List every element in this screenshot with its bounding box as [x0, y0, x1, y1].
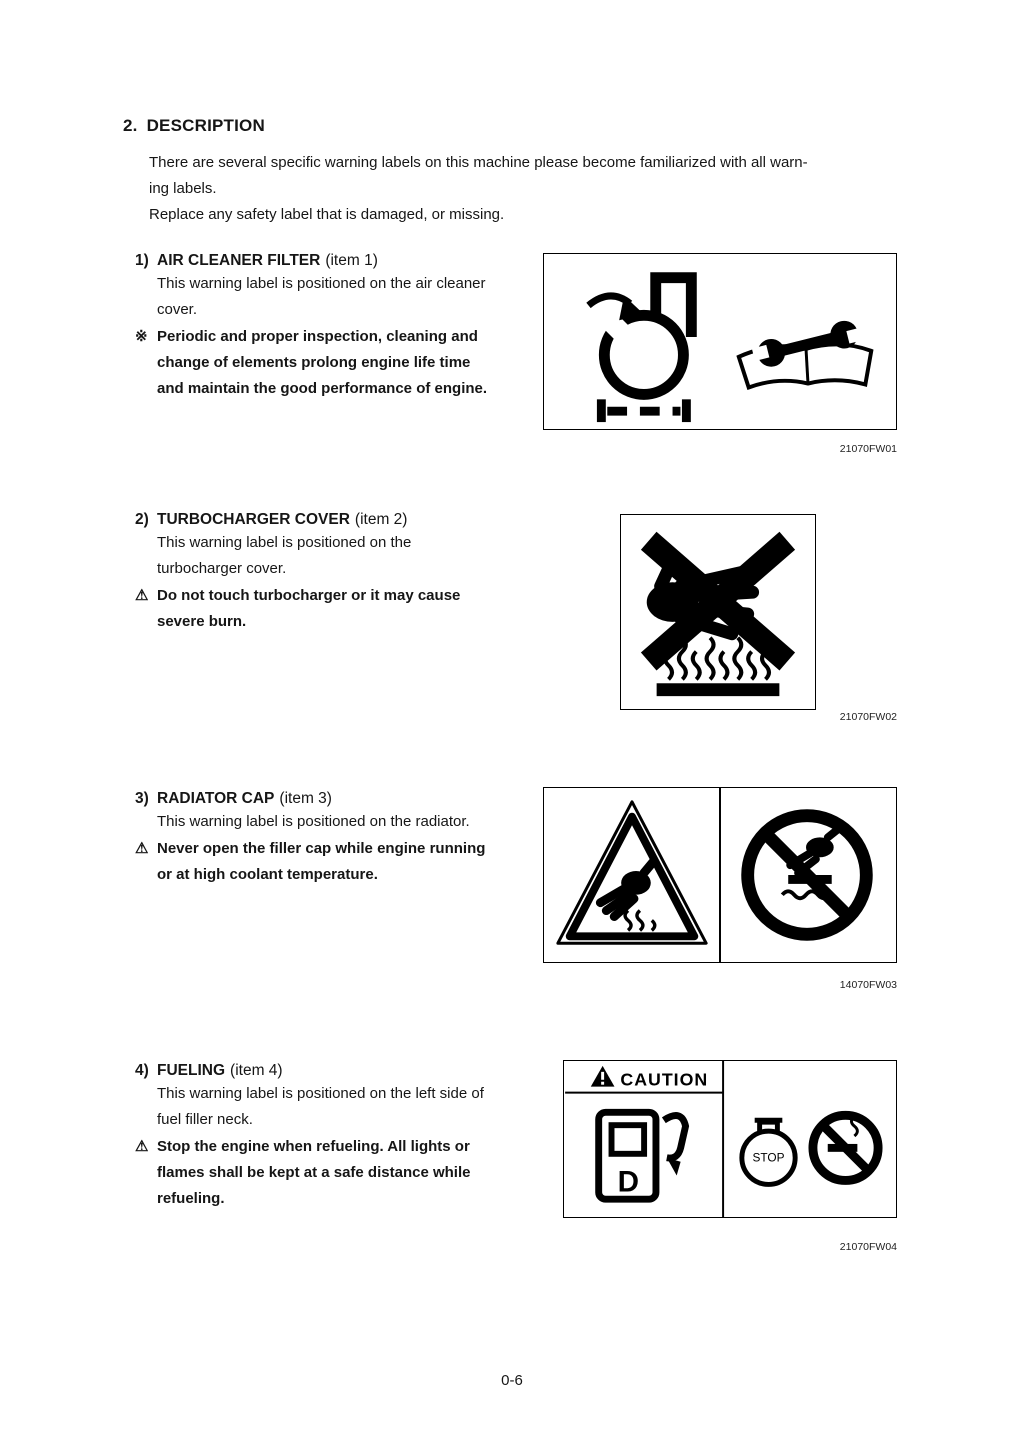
section-title [135, 1062, 515, 1080]
section-number: 1) [135, 252, 149, 269]
section-item-ref: (item 1) [325, 252, 378, 269]
air-cleaner-figure-svg [544, 254, 896, 429]
fuel-pump-icon [599, 1112, 686, 1199]
section-name: TURBOCHARGER COVER [157, 511, 350, 528]
section-number: 2) [135, 511, 149, 528]
figure-code: 21070FW01 [839, 443, 897, 455]
figure-code: 14070FW03 [839, 979, 897, 991]
page-number: 0-6 [501, 1372, 523, 1389]
figure-air-cleaner [543, 253, 897, 430]
figure-turbocharger [620, 514, 816, 710]
figure-code: 21070FW02 [839, 711, 897, 723]
heading-number: 2. [123, 116, 138, 135]
intro-line: ing labels. [149, 180, 217, 197]
warning-note [135, 1134, 515, 1212]
figure-fueling [563, 1060, 897, 1218]
section-number: 4) [135, 1062, 149, 1079]
section-name: FUELING [157, 1062, 226, 1079]
figure-radiator [543, 787, 897, 963]
section-name: AIR CLEANER FILTER [157, 252, 321, 269]
figure-code: 21070FW04 [839, 1241, 897, 1253]
stop-text: STOP [752, 1150, 785, 1165]
radiator-figure-svg [544, 788, 896, 962]
section-title [135, 252, 515, 270]
section-air-cleaner-filter [135, 252, 515, 402]
turbocharger-figure-svg [621, 515, 815, 709]
section-turbocharger-cover [135, 511, 515, 635]
book-wrench-icon [739, 317, 871, 388]
pump-letter: D [617, 1165, 639, 1199]
note-text: Periodic and proper inspection, cleaning and change of elements prolong engine life time and maintain the good performance of engine. [157, 328, 488, 397]
note-text: Do not touch turbocharger or it may cause severe burn. [157, 587, 461, 630]
no-open-cap-icon [748, 816, 867, 935]
warning-triangle-icon: ⚠ [135, 1138, 149, 1155]
air-cleaner-icon [589, 278, 692, 422]
section-fueling [135, 1062, 515, 1212]
section-body: This warning label is positioned on the turbocharger cover. [157, 534, 412, 577]
hot-steam-warning-triangle-icon [558, 802, 706, 943]
intro-paragraph [149, 150, 808, 228]
heading-text: DESCRIPTION [146, 116, 265, 135]
warning-note [135, 324, 515, 402]
page-title [123, 116, 265, 136]
no-smoking-icon [813, 1115, 878, 1180]
section-body: This warning label is positioned on the left side of fuel filler neck. [157, 1085, 484, 1128]
intro-line: There are several specific warning labels on this machine please become familiarized with all warn- [149, 154, 808, 171]
section-item-ref: (item 3) [279, 790, 332, 807]
fueling-figure-svg [564, 1061, 896, 1217]
caution-text: CAUTION [620, 1069, 709, 1090]
section-radiator-cap [135, 790, 515, 888]
section-item-ref: (item 4) [230, 1062, 283, 1079]
section-number: 3) [135, 790, 149, 807]
section-title [135, 511, 515, 529]
stop-flask-icon [742, 1120, 795, 1184]
note-marker-icon: ※ [135, 328, 148, 345]
intro-line: Replace any safety label that is damaged, or missing. [149, 206, 505, 223]
section-title [135, 790, 515, 808]
warning-note [135, 583, 515, 635]
note-text: Never open the filler cap while engine running or at high coolant temperature. [157, 840, 486, 883]
warning-triangle-icon: ⚠ [135, 587, 149, 604]
section-name: RADIATOR CAP [157, 790, 275, 807]
section-body: This warning label is positioned on the air cleaner cover. [157, 275, 486, 318]
warning-triangle-icon: ⚠ [135, 840, 149, 857]
warning-note [135, 836, 515, 888]
section-item-ref: (item 2) [354, 511, 408, 528]
caution-header [591, 1066, 708, 1090]
note-text: Stop the engine when refueling. All lights or flames shall be kept at a safe distance while refueling. [157, 1138, 471, 1207]
section-body: This warning label is positioned on the radiator. [157, 813, 470, 830]
